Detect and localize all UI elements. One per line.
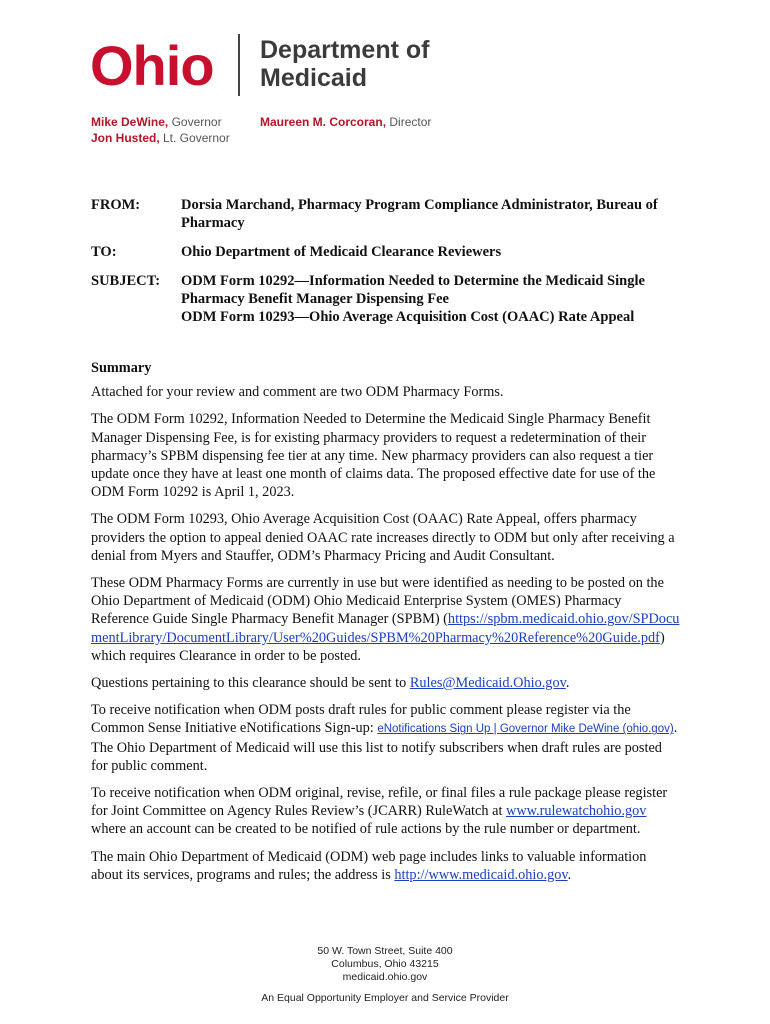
from-label: FROM: [91,197,141,213]
department-line1: Department of [260,36,430,64]
governor-title: Governor [168,115,222,129]
paragraph-7-text2: where an account can be created to be notified of rule actions by the rule number or department. [91,821,641,838]
paragraph-8-text1: The main Ohio Department of Medicaid (ODM) web page includes links to valuable information about its services, programs and rules; the address is [91,848,647,883]
footer-tagline: An Equal Opportunity Employer and Service Provider [261,992,509,1004]
paragraph-2: The ODM Form 10292, Information Needed to Determine the Medicaid Single Pharmacy Benefit Manager Dispensing Fee, is for existing pharmacy providers to request a redetermination of their pharmacy’s SPBM dispensing fee tier at any time. New pharmacy providers can also request a tier update once they have at least one month of claims data. The proposed effective date for use of the ODM Form 10292 is April 1, 2023. [91,411,656,501]
footer-address [0,945,770,984]
footer-address-line1: 50 W. Town Street, Suite 400 [317,945,453,957]
summary-heading: Summary [91,360,152,376]
paragraph-5 [91,674,681,692]
paragraph-5-text1: Questions pertaining to this clearance should be sent to [91,675,410,692]
subject-line2: ODM Form 10293—Ohio Average Acquisition Cost (OAAC) Rate Appeal [181,309,635,325]
from-value: Dorsia Marchand, Pharmacy Program Compliance Administrator, Bureau of Pharmacy [181,197,658,231]
rulewatch-link[interactable]: www.rulewatchohio.gov [506,803,647,820]
governor-name: Mike DeWine, [91,115,169,129]
enotifications-link[interactable]: eNotifications Sign Up | Governor Mike DeWine (ohio.gov) [377,723,674,736]
rules-email-link[interactable]: Rules@Medicaid.Ohio.gov [409,675,566,692]
subject-label: SUBJECT: [91,273,161,289]
paragraph-5-text2: . [565,675,570,692]
paragraph-8 [91,848,681,884]
to-value: Ohio Department of Medicaid Clearance Reviewers [181,244,502,260]
paragraph-4-text1: These ODM Pharmacy Forms are currently in use but were identified as needing to be posted on the Ohio Department of Medicaid (ODM) Ohio Medicaid Enterprise System (OMES) Pharmacy Reference Guide Single Pharmacy Benefit Manager (SPBM) ( [91,575,664,628]
paragraph-4-text2: ) which requires Clearance in order to be posted. [91,629,665,664]
lt-governor-line [91,130,230,146]
paragraph-6 [91,701,681,775]
paragraph-3: The ODM Form 10293, Ohio Average Acquisition Cost (OAAC) Rate Appeal, offers pharmacy providers the option to appeal denied OAAC rate increases directly to ODM but only after receiving a denial from Myers and Stauffer, ODM’s Pharmacy Pricing and Audit Consultant. [91,511,675,564]
paragraph-7-text1: To receive notification when ODM original, revise, refile, or final files a rule package please register for Joint Committee on Agency Rules Review’s (JCARR) RuleWatch at [91,785,668,820]
spbm-guide-link[interactable]: https://spbm.medicaid.ohio.gov/SPDocumentLibrary/DocumentLibrary/User%20Guides/SPBM%20Pharmacy%20Reference%20Guide.pdf [91,611,680,646]
director-name: Maureen M. Corcoran, [260,115,387,129]
footer-address-line2: Columbus, Ohio 43215 [331,958,439,970]
subject-line1: ODM Form 10292—Information Needed to Determine the Medicaid Single Pharmacy Benefit Manager Dispensing Fee [181,273,645,307]
paragraph-7 [91,784,681,839]
department-line2: Medicaid [260,64,367,92]
memo-body [91,359,681,884]
paragraph-6-text1: To receive notification when ODM posts draft rules for public comment please register via the Common Sense Initiative eNotifications Sign-up: [91,702,631,737]
logo-divider [238,34,240,96]
subject-value [181,272,681,326]
paragraph-8-text2: . [567,866,572,883]
lt-governor-name: Jon Husted, [91,131,160,145]
paragraph-6-text2: . The Ohio Department of Medicaid will use this list to notify subscribers when draft rules are posted for public comment. [91,720,678,774]
governor-block [91,114,230,146]
paragraph-4 [91,574,681,665]
director-block [260,114,431,130]
department-name [260,36,429,92]
director-title: Director [386,115,432,129]
lt-governor-title: Lt. Governor [159,131,230,145]
governor-line [91,114,230,130]
paragraph-1: Attached for your review and comment are two ODM Pharmacy Forms. [91,384,504,401]
medicaid-website-link[interactable]: http://www.medicaid.ohio.gov [394,866,568,883]
ohio-logo: Ohio [90,34,214,97]
footer-website: medicaid.ohio.gov [342,971,428,983]
to-label: TO: [91,244,117,260]
